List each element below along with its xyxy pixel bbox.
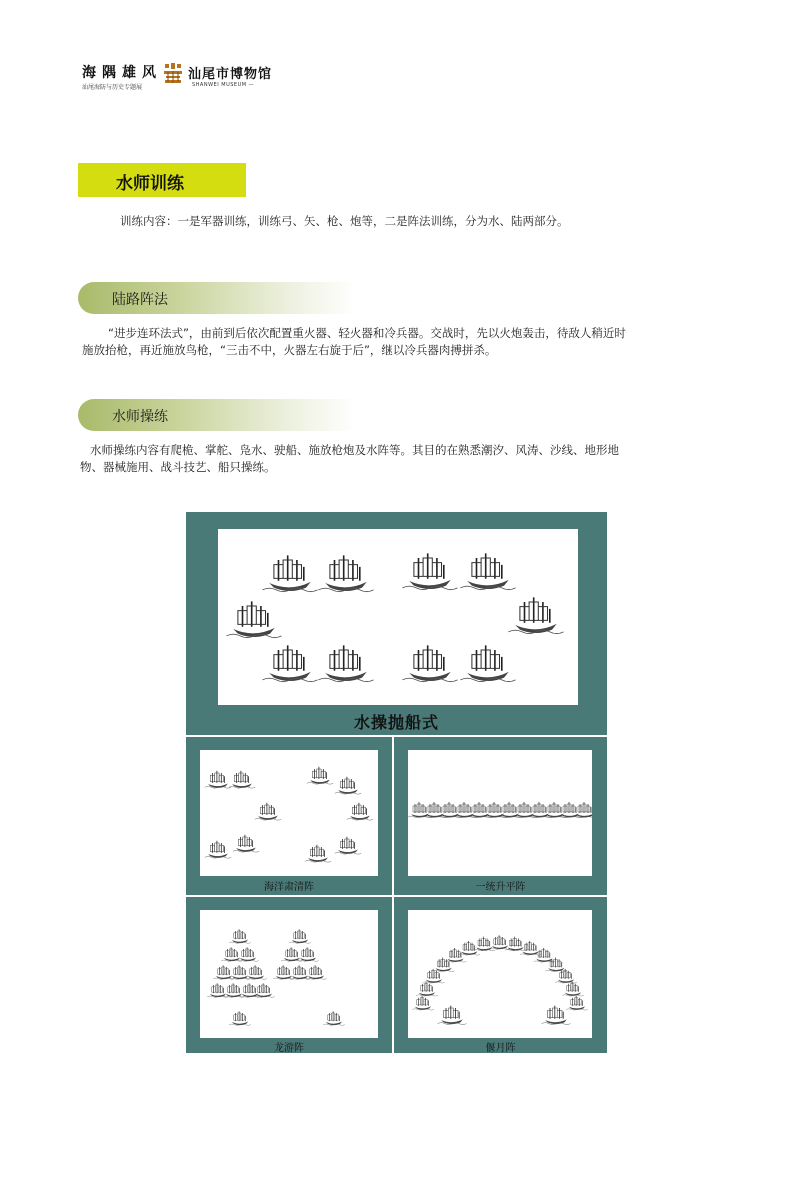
paragraph-line: 施放抬枪，再近施放鸟枪，“三击不中，火器左右旋于后”，继以冷兵器肉搏拼杀。 (82, 343, 497, 357)
ship-drawing-3 (200, 910, 378, 1038)
logo-museum-name: 汕尾市博物馆 (188, 67, 273, 82)
formation-caption-3: 龙游阵 (274, 1043, 304, 1054)
ship-drawing-main (218, 529, 578, 705)
logo-slogan: 海隅雄风 (82, 65, 162, 81)
ship-sketch (305, 965, 327, 979)
ship-sketch (335, 777, 361, 794)
ship-sketch (207, 983, 229, 997)
ship-sketch (305, 845, 331, 862)
section-text-land (80, 325, 730, 359)
section-heading-land-label: 陆路阵法 (112, 292, 168, 308)
ship-sketch (297, 947, 319, 961)
ship-sketch (402, 553, 457, 589)
ship-sketch (416, 982, 438, 996)
paragraph-line: 物、器械施用、战斗技艺、船只操练。 (80, 460, 276, 474)
ship-sketch (273, 965, 295, 979)
ship-sketch (307, 767, 333, 784)
ship-sketch (460, 645, 515, 681)
ship-sketch (460, 553, 515, 589)
ship-sketch (508, 597, 563, 633)
page-title: 水师训练 (116, 174, 184, 194)
ship-sketch (562, 982, 584, 996)
formation-caption-4: 偃月阵 (485, 1043, 516, 1054)
intro-text: 训练内容：一是军器训练，训练弓、矢、枪、炮等，二是阵法训练，分为水、陆两部分。 (120, 214, 569, 228)
ship-sketch (318, 645, 373, 681)
ship-sketch (255, 803, 281, 820)
page-title-banner (78, 163, 246, 197)
ship-sketch (546, 957, 568, 971)
ship-sketch (221, 947, 243, 961)
formation-panel-4 (408, 910, 592, 1038)
ship-sketch (474, 937, 496, 951)
ship-sketch (433, 957, 455, 971)
formation-caption-2: 一统升平阵 (475, 882, 526, 893)
ship-sketch (489, 935, 511, 949)
ship-sketch (205, 841, 231, 858)
ship-sketch (281, 947, 303, 961)
figure-divider (186, 735, 607, 737)
formation-panel-3 (200, 910, 378, 1038)
ship-sketch (318, 555, 373, 591)
ship-sketch (335, 837, 361, 854)
ship-sketch (566, 996, 588, 1010)
ship-sketch (229, 929, 251, 943)
ship-sketch (402, 645, 457, 681)
ship-sketch (289, 929, 311, 943)
ship-sketch (205, 771, 231, 788)
ship-sketch (213, 965, 235, 979)
ship-sketch (229, 771, 255, 788)
section-text-navy (80, 442, 730, 476)
formation-panel-main (218, 529, 578, 705)
ship-sketch (505, 937, 527, 951)
formation-panel-2 (408, 750, 592, 876)
ship-sketch (412, 996, 434, 1010)
ship-sketch (262, 555, 317, 591)
formation-panel-1 (200, 750, 378, 876)
naval-formations-figure (186, 512, 607, 1053)
section-heading-navy (78, 399, 356, 431)
museum-emblem-icon (162, 60, 184, 86)
section-heading-navy-label: 水师操练 (112, 409, 168, 425)
ship-sketch (245, 965, 267, 979)
ship-drawing-1 (200, 750, 378, 876)
logo-museum-name-en: SHANWEI MUSEUM — (192, 82, 255, 88)
paragraph-line: “进步连环法式”，由前到后依次配置重火器、轻火器和冷兵器。交战时，先以火炮轰击，待敌人稍近时 (108, 326, 626, 340)
ship-sketch (223, 983, 245, 997)
museum-logo (82, 62, 282, 92)
figure-main-caption: 水操抛船式 (353, 713, 439, 732)
ship-drawing-4 (408, 910, 592, 1038)
ship-sketch (229, 965, 251, 979)
logo-slogan-sub: 汕尾海防与历史专题展 (82, 84, 143, 91)
ship-sketch (262, 645, 317, 681)
ship-sketch (438, 1006, 467, 1025)
figure-divider (186, 895, 607, 897)
ship-sketch (323, 1011, 345, 1025)
ship-sketch (237, 947, 259, 961)
ship-sketch (226, 601, 281, 637)
ship-sketch (542, 1006, 571, 1025)
ship-sketch (347, 803, 373, 820)
ship-drawing-2 (408, 750, 592, 876)
section-heading-land (78, 282, 356, 314)
ship-sketch (229, 1011, 251, 1025)
ship-sketch (233, 835, 259, 852)
ship-sketch (289, 965, 311, 979)
formation-caption-1: 海洋肃清阵 (264, 882, 314, 893)
paragraph-line: 水师操练内容有爬桅、掌舵、凫水、驶船、施放枪炮及水阵等。其目的在熟悉潮汐、风涛、沙线、地形地 (90, 443, 619, 457)
